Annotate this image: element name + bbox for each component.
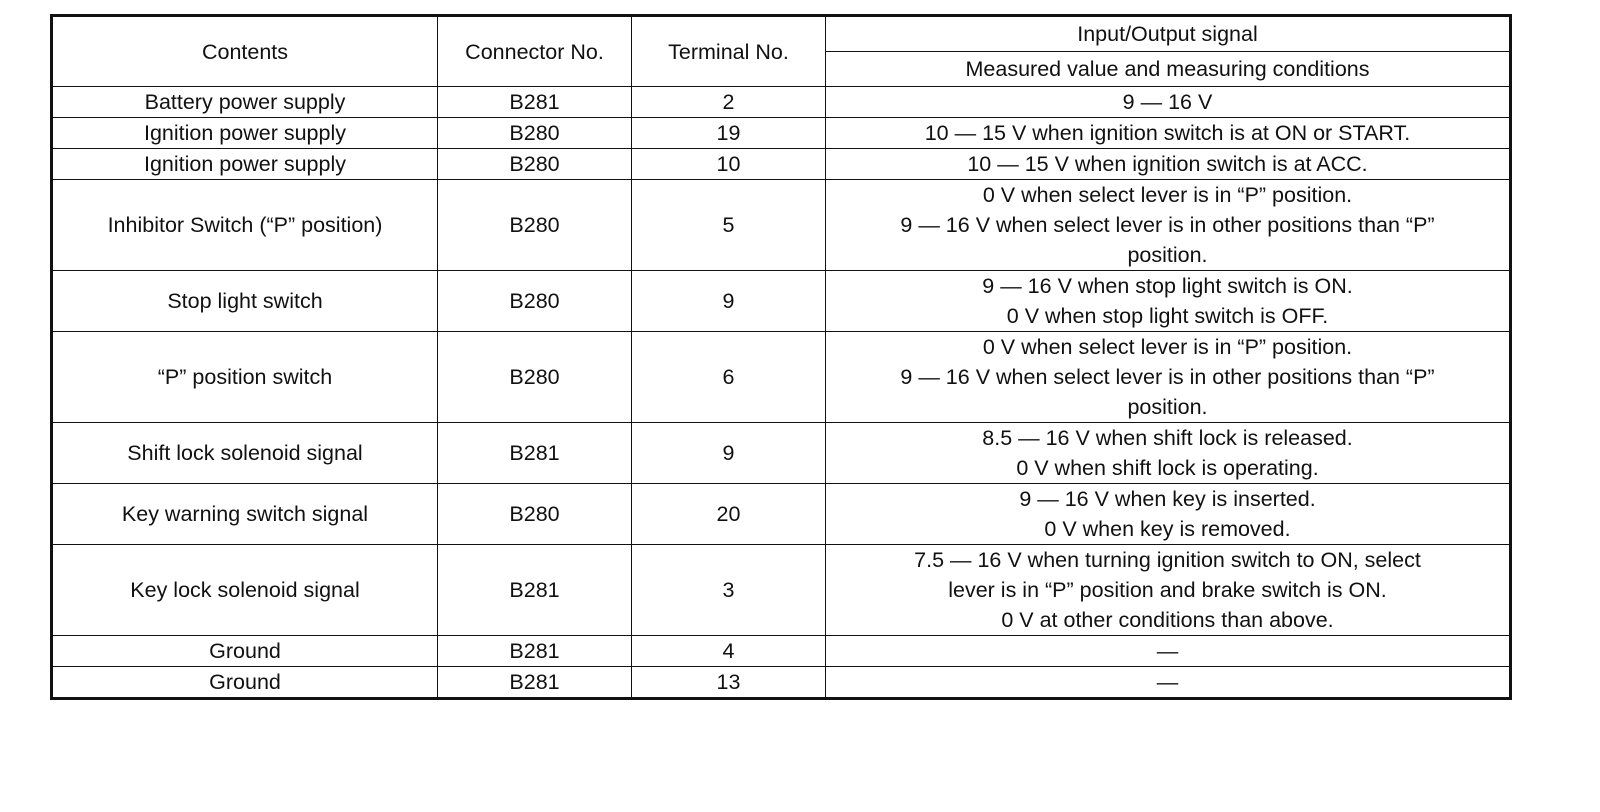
- cell-signal: [826, 87, 1511, 118]
- cell-contents: Ignition power supply: [52, 118, 438, 149]
- cell-terminal-no: 13: [632, 667, 826, 699]
- cell-signal: [826, 271, 1511, 332]
- signal-line: 8.5 — 16 V when shift lock is released.: [982, 426, 1353, 450]
- cell-contents: Battery power supply: [52, 87, 438, 118]
- table-row: [52, 180, 1511, 271]
- table-row: [52, 667, 1511, 699]
- cell-contents: Shift lock solenoid signal: [52, 423, 438, 484]
- io-signal-table: [50, 14, 1512, 700]
- signal-line: 7.5 — 16 V when turning ignition switch to ON, select: [914, 548, 1421, 572]
- cell-terminal-no: 2: [632, 87, 826, 118]
- table-row: [52, 636, 1511, 667]
- table-row: [52, 423, 1511, 484]
- signal-line: 0 V when select lever is in “P” position.: [982, 183, 1353, 207]
- signal-line: position.: [1127, 243, 1208, 267]
- signal-line: —: [1156, 639, 1179, 663]
- cell-connector-no: B281: [438, 87, 632, 118]
- cell-contents: Key warning switch signal: [52, 484, 438, 545]
- cell-terminal-no: 4: [632, 636, 826, 667]
- table-row: [52, 118, 1511, 149]
- cell-connector-no: B280: [438, 180, 632, 271]
- table-row: [52, 332, 1511, 423]
- signal-line: 10 — 15 V when ignition switch is at ACC.: [967, 152, 1368, 176]
- cell-signal: [826, 667, 1511, 699]
- header-measured-value: Measured value and measuring conditions: [826, 52, 1511, 87]
- cell-connector-no: B280: [438, 149, 632, 180]
- signal-line: 9 — 16 V when select lever is in other positions than “P”: [900, 213, 1435, 237]
- signal-line: —: [1156, 670, 1179, 694]
- table-row: [52, 484, 1511, 545]
- cell-terminal-no: 10: [632, 149, 826, 180]
- cell-connector-no: B280: [438, 271, 632, 332]
- signal-line: 0 V when shift lock is operating.: [1016, 456, 1319, 480]
- signal-line: 10 — 15 V when ignition switch is at ON or START.: [924, 121, 1411, 145]
- signal-line: position.: [1127, 395, 1208, 419]
- cell-terminal-no: 5: [632, 180, 826, 271]
- cell-connector-no: B280: [438, 332, 632, 423]
- cell-contents: Key lock solenoid signal: [52, 545, 438, 636]
- cell-connector-no: B281: [438, 545, 632, 636]
- cell-contents: Inhibitor Switch (“P” position): [52, 180, 438, 271]
- cell-connector-no: B280: [438, 484, 632, 545]
- signal-line: 0 V when stop light switch is OFF.: [1006, 304, 1329, 328]
- cell-contents: Ground: [52, 636, 438, 667]
- cell-contents: “P” position switch: [52, 332, 438, 423]
- cell-connector-no: B281: [438, 667, 632, 699]
- cell-contents: Ground: [52, 667, 438, 699]
- cell-contents: Stop light switch: [52, 271, 438, 332]
- signal-line: 0 V when key is removed.: [1044, 517, 1291, 541]
- cell-terminal-no: 3: [632, 545, 826, 636]
- signal-line: 0 V when select lever is in “P” position.: [982, 335, 1353, 359]
- header-io-signal: Input/Output signal: [826, 16, 1511, 52]
- cell-contents: Ignition power supply: [52, 149, 438, 180]
- table-row: [52, 271, 1511, 332]
- table-header: [52, 16, 1511, 87]
- header-contents: Contents: [52, 16, 438, 87]
- table-row: [52, 87, 1511, 118]
- signal-table-sheet: [50, 14, 1512, 700]
- cell-signal: [826, 149, 1511, 180]
- signal-line: 9 — 16 V: [1122, 90, 1213, 114]
- cell-connector-no: B280: [438, 118, 632, 149]
- cell-terminal-no: 9: [632, 423, 826, 484]
- cell-signal: [826, 118, 1511, 149]
- cell-signal: [826, 484, 1511, 545]
- table-row: [52, 149, 1511, 180]
- signal-line: 9 — 16 V when stop light switch is ON.: [982, 274, 1353, 298]
- cell-signal: [826, 180, 1511, 271]
- cell-terminal-no: 9: [632, 271, 826, 332]
- cell-terminal-no: 19: [632, 118, 826, 149]
- cell-signal: [826, 636, 1511, 667]
- cell-signal: [826, 545, 1511, 636]
- cell-terminal-no: 6: [632, 332, 826, 423]
- signal-line: lever is in “P” position and brake switch is ON.: [948, 578, 1387, 602]
- header-terminal-no: Terminal No.: [632, 16, 826, 87]
- signal-line: 9 — 16 V when select lever is in other positions than “P”: [900, 365, 1435, 389]
- cell-connector-no: B281: [438, 423, 632, 484]
- cell-terminal-no: 20: [632, 484, 826, 545]
- table-body: [52, 87, 1511, 699]
- cell-signal: [826, 332, 1511, 423]
- table-row: [52, 545, 1511, 636]
- cell-connector-no: B281: [438, 636, 632, 667]
- header-connector-no: Connector No.: [438, 16, 632, 87]
- cell-signal: [826, 423, 1511, 484]
- signal-line: 0 V at other conditions than above.: [1001, 608, 1334, 632]
- signal-line: 9 — 16 V when key is inserted.: [1019, 487, 1316, 511]
